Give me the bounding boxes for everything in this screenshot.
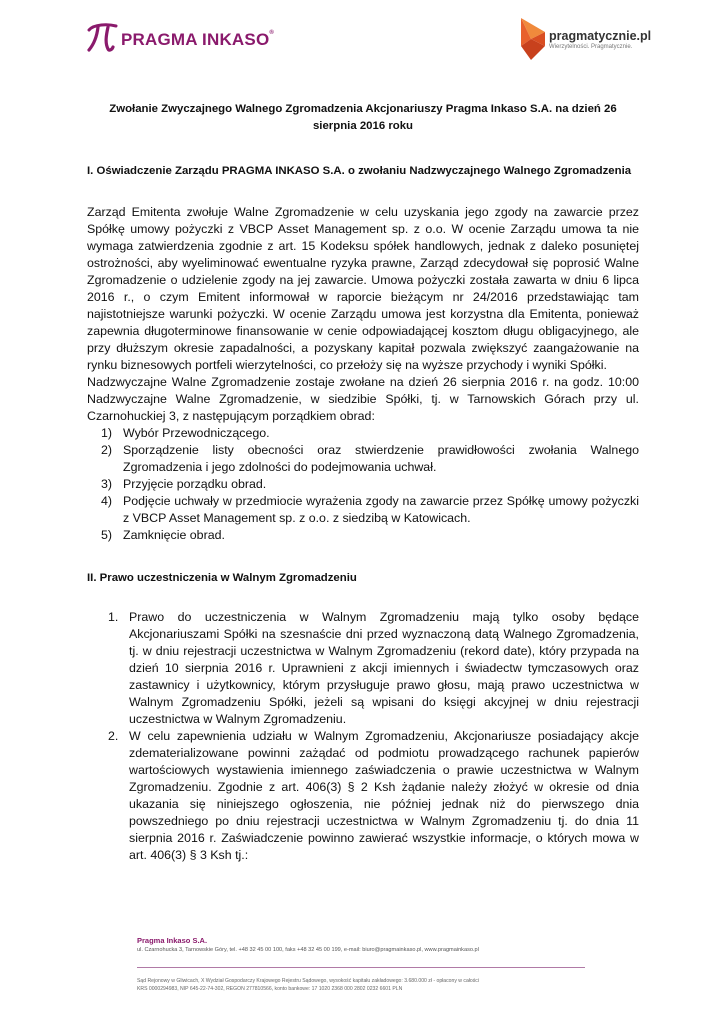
orange-chevron-icon — [519, 16, 547, 62]
document-title: Zwołanie Zwyczajnego Walnego Zgromadzenia Akcjonariuszy Pragma Inkaso S.A. na dzień 26 sierpnia 2016 roku — [109, 103, 617, 132]
rights-list — [87, 609, 639, 864]
rights-item: 1. Prawo do uczestniczenia w Walnym Zgromadzeniu mają tylko osoby będące Akcjonariuszami Spółki na szesnaście dni przed wyznaczoną datą Walnego Zgromadzenia, tj. w dniu rejestracji uczestnictwa w Walnym Zgromadzeniu (rekord date), który przypada na dzień 10 sierpnia 2016 r. Uprawnieni z akcji imiennych i świadectw tymczasowych oraz zastawnicy i użytkownicy, którym przysługuje prawo głosu, mają prawo uczestnictwa w Walnym Zgromadzeniu Spółki, jeżeli są wpisani do księgi akcyjnej w dniu rejestracji uczestnictwa w Walnym Zgromadzeniu. — [108, 610, 639, 726]
agenda-item: 4) Podjęcie uchwały w przedmiocie wyrażenia zgody na zawarcie przez Spółkę umowy pożyczki z VBCP Asset Management sp. z o.o. z siedzibą w Katowicach. — [101, 494, 639, 525]
agenda-item: 2) Sporządzenie listy obecności oraz stwierdzenie prawidłowości zwołania Walnego Zgromadzenia i jego zdolności do podejmowania uchwał. — [101, 443, 639, 474]
agenda-list — [87, 425, 639, 544]
footer-registry-2: KRS 0000294983, NIP 645-22-74-302, REGON 277810566, konto bankowe: 17 1020 2368 000 2802 0232 6601 PLN — [137, 986, 403, 992]
footer-registry-1: Sąd Rejonowy w Gliwicach, X Wydział Gospodarczy Krajowego Rejestru Sądowego, wysokość kapitału zakładowego: 3.680.000 zł - opłacony w całości — [137, 978, 479, 984]
footer-address: ul. Czarnohucka 3, Tarnowskie Góry, tel. +48 32 45 00 100, faks +48 32 45 00 199, e-mail: biuro@pragmainkaso.pl, www.pragmainkaso.pl — [137, 947, 479, 953]
page-footer — [137, 935, 587, 993]
document-body — [87, 101, 639, 864]
footer-divider — [137, 967, 585, 968]
agenda-item: 3) Przyjęcie porządku obrad. — [101, 477, 267, 491]
footer-company: Pragma Inkaso S.A. — [137, 936, 208, 945]
section-2-heading: II. Prawo uczestniczenia w Walnym Zgromadzeniu — [87, 572, 357, 584]
pragma-inkaso-logo — [86, 22, 274, 52]
right-logo-tagline: Wierzytelności. Pragmatycznie. — [549, 44, 633, 50]
pi-symbol-icon — [86, 22, 118, 52]
rights-item: 2. W celu zapewnienia udziału w Walnym Zgromadzeniu, Akcjonariusze posiadający akcje zdematerializowane powinni zażądać od podmiotu prowadzącego rachunek papierów wartościowych wystawienia imiennego zaświadczenia o prawie uczestnictwa w Walnym Zgromadzeniu. Zgodnie z art. 406(3) § 2 Ksh żądanie należy złożyć w okresie od dnia ukazania się niniejszego ogłoszenia, nie później jednak niż do pierwszego dnia powszedniego po dniu rejestracji uczestnictwa w Walnym Zgromadzeniu tj. do dnia 11 sierpnia 2016 r. Zaświadczenie powinno zawierać wszystkie informacje, o których mowa w art. 406(3) § 3 Ksh tj.: — [108, 729, 639, 862]
section-1-paragraph-1: Zarząd Emitenta zwołuje Walne Zgromadzenie w celu uzyskania jego zgody na zawarcie przez Spółkę umowy pożyczki z VBCP Asset Management sp. z o.o. W ocenie Zarządu umowa ta nie wymaga zatwierdzenia zgodnie z art. 15 Kodeksu spółek handlowych, jednak z daleko posuniętej ostrożności, aby wyeliminować ewentualne ryzyka prawne, Zarząd zdecydował się poprosić Walne Zgromadzenie o udzielenie zgody na jej zawarcie. Umowa pożyczki została zawarta w dniu 6 lipca 2016 r., o czym Emitent informował w raporcie bieżącym nr 24/2016 przedstawiając tam najistotniejsze warunki pożyczki. W ocenie Zarządu umowa jest korzystna dla Emitenta, ponieważ zapewnia długoterminowe finansowanie w cenie odpowiadającej kosztom długu obligacyjnego, ale przy dłuższym okresie zapadalności, a pozyskany kapitał pozwala zwiększyć zaangażowanie na rynku biznesowych portfeli wierzytelności, co przełoży się na wyższe przychody i wyniki Spółki. — [87, 205, 639, 372]
section-1-paragraph-2: Nadzwyczajne Walne Zgromadzenie zostaje zwołane na dzień 26 sierpnia 2016 r. na godz. 10:00 Nadzwyczajne Walne Zgromadzenie, w siedzibie Spółki, tj. w Tarnowskich Górach przy ul. Czarnohuckiej 3, z następującym porządkiem obrad: — [87, 375, 639, 423]
agenda-item: 5) Zamknięcie obrad. — [101, 528, 225, 542]
right-logo-site: pragmatycznie.pl — [549, 29, 652, 43]
left-logo-text: PRAGMA INKASO® — [121, 30, 274, 49]
section-1-heading: I. Oświadczenie Zarządu PRAGMA INKASO S.A. o zwołaniu Nadzwyczajnego Walnego Zgromadzenia — [87, 165, 632, 177]
pragmatycznie-logo — [519, 16, 651, 62]
agenda-item: 1) Wybór Przewodniczącego. — [101, 426, 270, 440]
